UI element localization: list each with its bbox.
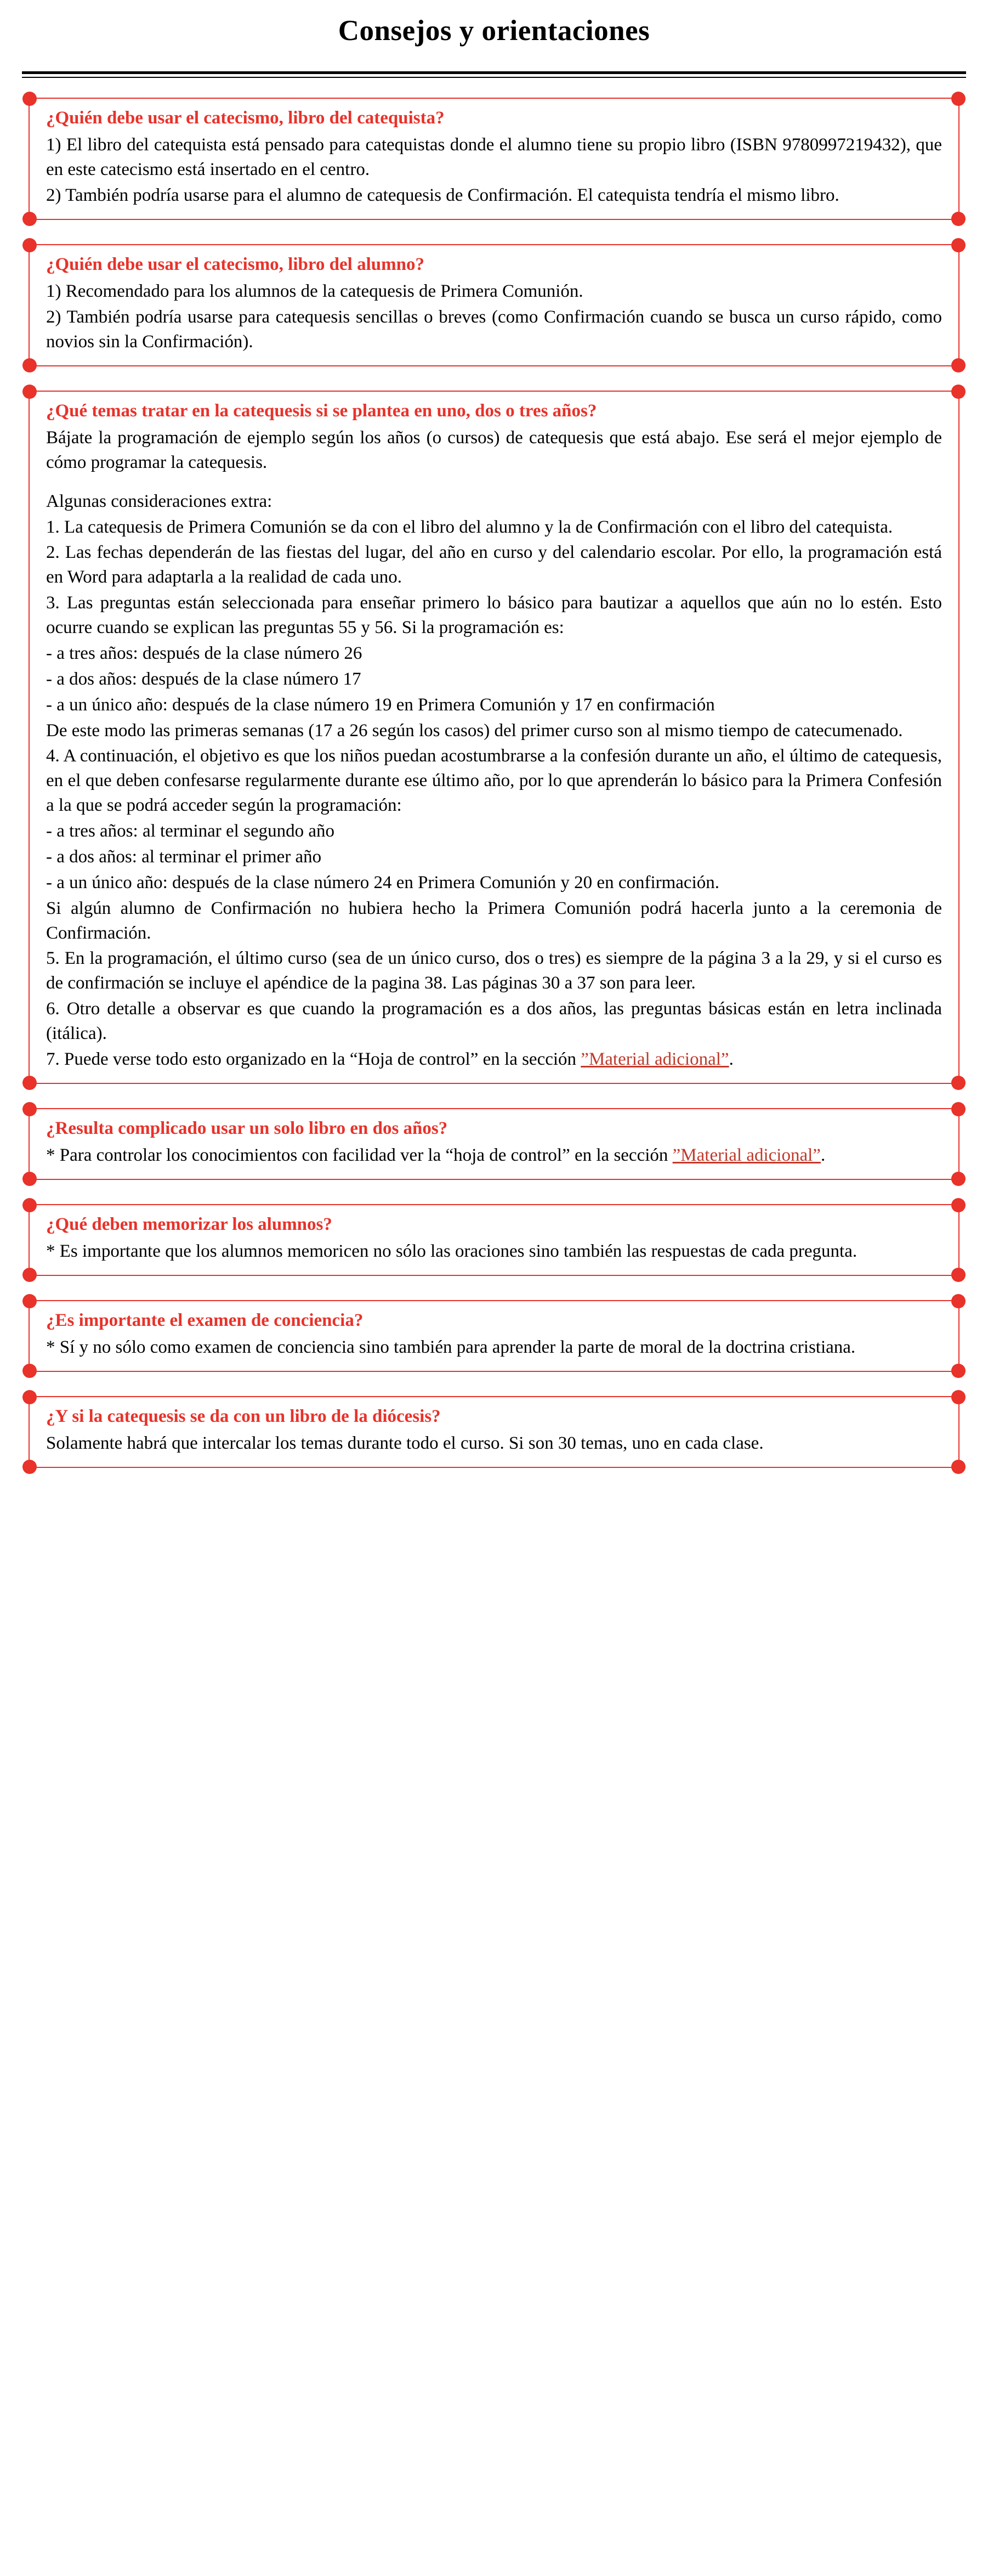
question-heading: ¿Y si la catequesis se da con un libro de la diócesis? (46, 1406, 441, 1427)
corner-dot-icon (951, 212, 966, 226)
answer-paragraph: 5. En la programación, el último curso (sea de un único curso, dos o tres) es siempre de la página 3 a la 29, y si el curso es de confirmación se incluye el apéndice de la pagina 38. Las páginas 30 a 37 son para leer. (46, 948, 942, 993)
divider-thin-line (22, 77, 966, 78)
qa-block-libro-alumno (29, 244, 959, 366)
answer-paragraph: Bájate la programación de ejemplo según los años (o cursos) de catequesis que está abajo. Ese será el mejor ejemplo de cómo programar la catequesis. (46, 427, 942, 472)
answer-paragraph: * Sí y no sólo como examen de conciencia sino también para aprender la parte de moral de la doctrina cristiana. (46, 1337, 856, 1358)
corner-dot-icon (22, 1076, 37, 1090)
corner-dot-icon (951, 1268, 966, 1282)
material-adicional-link[interactable]: ”Material adicional” (581, 1049, 729, 1069)
page-title: Consejos y orientaciones (338, 15, 650, 47)
corner-dot-icon (951, 1460, 966, 1474)
answer-paragraph: Si algún alumno de Confirmación no hubiera hecho la Primera Comunión podrá hacerla junto a la ceremonia de Confirmación. (46, 898, 942, 943)
answer-paragraph: 2) También podría usarse para catequesis sencillas o breves (como Confirmación cuando se busca un curso rápido, como novios sin la Confirmación). (46, 307, 942, 352)
question-heading: ¿Qué temas tratar en la catequesis si se plantea en uno, dos o tres años? (46, 400, 597, 421)
answer-paragraph: 6. Otro detalle a observar es que cuando la programación es a dos años, las preguntas básicas están en letra inclinada (itálica). (46, 999, 942, 1044)
corner-dot-icon (951, 1172, 966, 1186)
answer-paragraph: 1) El libro del catequista está pensado para catequistas donde el alumno tiene su propio libro (ISBN 9780997219432), que en este catecismo está insertado en el centro. (46, 135, 942, 180)
divider-thick-line (22, 71, 966, 74)
qa-block-libro-catequista (29, 98, 959, 220)
answer-paragraph: Solamente habrá que intercalar los temas durante todo el curso. Si son 30 temas, uno en cada clase. (46, 1433, 764, 1454)
answer-paragraph: - a dos años: después de la clase número 17 (46, 669, 361, 689)
qa-block-libro-diocesis (29, 1396, 959, 1468)
corner-dot-icon (22, 212, 37, 226)
answer-paragraph: * Es importante que los alumnos memoricen no sólo las oraciones sino también las respuestas de cada pregunta. (46, 1241, 858, 1262)
question-heading: ¿Resulta complicado usar un solo libro en dos años? (46, 1118, 448, 1138)
question-heading: ¿Qué deben memorizar los alumnos? (46, 1214, 332, 1234)
question-heading: ¿Quién debe usar el catecismo, libro del catequista? (46, 108, 445, 128)
question-heading: ¿Es importante el examen de conciencia? (46, 1310, 364, 1331)
answer-paragraph: 4. A continuación, el objetivo es que los niños puedan acostumbrarse a la confesión durante un año, el último de catequesis, en el que deben confesarse regularmente durante ese último año, por lo que aprenderán lo básico para la Primera Confesión a la que se podrá acceder según la programación: (46, 746, 942, 816)
corner-dot-icon (22, 1364, 37, 1378)
corner-dot-icon (951, 1076, 966, 1090)
answer-paragraph: - a tres años: después de la clase número 26 (46, 643, 362, 663)
answer-paragraph: 1. La catequesis de Primera Comunión se da con el libro del alumno y la de Confirmación con el libro del catequista. (46, 517, 893, 537)
corner-dot-icon (22, 358, 37, 372)
qa-block-temas-anos (29, 391, 959, 1084)
corner-dot-icon (22, 1172, 37, 1186)
corner-dot-icon (951, 358, 966, 372)
qa-block-memorizar (29, 1204, 959, 1276)
corner-dot-icon (22, 1460, 37, 1474)
corner-dot-icon (22, 1268, 37, 1282)
answer-paragraph: 3. Las preguntas están seleccionada para enseñar primero lo básico para bautizar a aquellos que aún no lo estén. Esto ocurre cuando se explican las preguntas 55 y 56. Si la programación es: (46, 593, 942, 638)
answer-paragraph: Algunas consideraciones extra: (46, 491, 272, 511)
answer-paragraph: - a un único año: después de la clase número 19 en Primera Comunión y 17 en confirmación (46, 694, 715, 715)
qa-block-examen-conciencia (29, 1300, 959, 1372)
answer-paragraph: 2) También podría usarse para el alumno de catequesis de Confirmación. El catequista tendría el mismo libro. (46, 185, 839, 205)
qa-block-un-libro-dos-anos (29, 1108, 959, 1180)
answer-paragraph: De este modo las primeras semanas (17 a 26 según los casos) del primer curso son al mismo tiempo de catecumenado. (46, 720, 903, 741)
answer-paragraph: * Para controlar los conocimientos con facilidad ver la “hoja de control” en la sección ”Material adicional”. (46, 1145, 826, 1166)
corner-dot-icon (951, 1364, 966, 1378)
answer-paragraph: 2. Las fechas dependerán de las fiestas del lugar, del año en curso y del calendario escolar. Por ello, la programación está en Word para adaptarla a la realidad de cada uno. (46, 543, 942, 587)
question-heading: ¿Quién debe usar el catecismo, libro del alumno? (46, 254, 424, 274)
paragraph-spacer (46, 475, 942, 489)
answer-paragraph: - a tres años: al terminar el segundo año (46, 821, 334, 841)
content-area (29, 98, 959, 1468)
answer-paragraph: - a un único año: después de la clase número 24 en Primera Comunión y 20 en confirmación. (46, 872, 719, 892)
answer-paragraph: - a dos años: al terminar el primer año (46, 846, 322, 867)
title-divider (22, 71, 966, 78)
answer-paragraph: 1) Recomendado para los alumnos de la catequesis de Primera Comunión. (46, 281, 583, 302)
answer-paragraph: 7. Puede verse todo esto organizado en la “Hoja de control” en la sección ”Material adicional”. (46, 1049, 734, 1069)
material-adicional-link[interactable]: ”Material adicional” (672, 1145, 821, 1166)
